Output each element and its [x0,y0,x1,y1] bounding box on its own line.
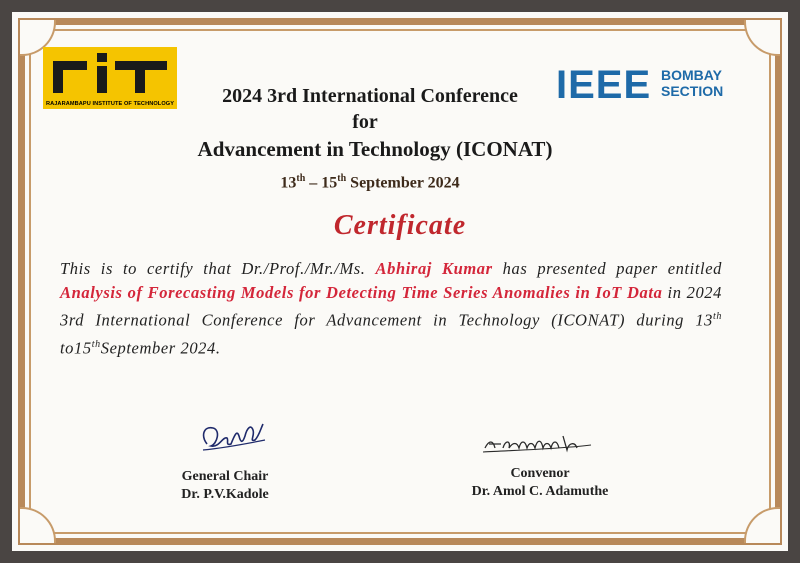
conference-title-line1: 2024 3rd International Conference [222,85,518,107]
rit-caption: RAJARAMBAPU INSTITUTE OF TECHNOLOGY [45,101,175,107]
ieee-sub-line2: SECTION [661,83,724,99]
general-chair-role: General Chair [181,469,269,484]
convenor-block [440,465,640,501]
convenor-role: Convenor [510,466,570,481]
ieee-bombay-logo [556,65,746,105]
recipient-name: Abhiraj Kumar [375,259,493,278]
general-chair-signature [193,414,273,460]
conference-title-line2: for [352,111,378,133]
convenor-name: Dr. Amol C. Adamuthe [471,484,609,499]
ieee-sub-line1: BOMBAY [661,67,722,83]
rit-letters-graphic [49,51,171,93]
conference-date: 13th – 15th September 2024 [280,173,460,192]
convenor-signature [479,430,599,458]
rit-logo [43,47,177,109]
ieee-section-label [661,67,723,99]
certificate-body: This is to certify that Dr./Prof./Mr./Ms. Abhiraj Kumar has presented paper entitled Analysis of Forecasting Models for Detecting Time Series Anomalies in IoT Data in 2024 3rd International Conference for Advancement in Technology (ICONAT) during 13th to15thSeptember 2024. [60,259,723,357]
ieee-wordmark: IEEE [556,63,652,107]
conference-title-line3: Advancement in Technology (ICONAT) [197,137,553,161]
paper-title: Analysis of Forecasting Models for Detecting Time Series Anomalies in IoT Data [60,283,663,302]
general-chair-name: Dr. P.V.Kadole [181,487,269,502]
certificate-heading: Certificate [333,210,467,241]
general-chair-block [150,468,300,504]
